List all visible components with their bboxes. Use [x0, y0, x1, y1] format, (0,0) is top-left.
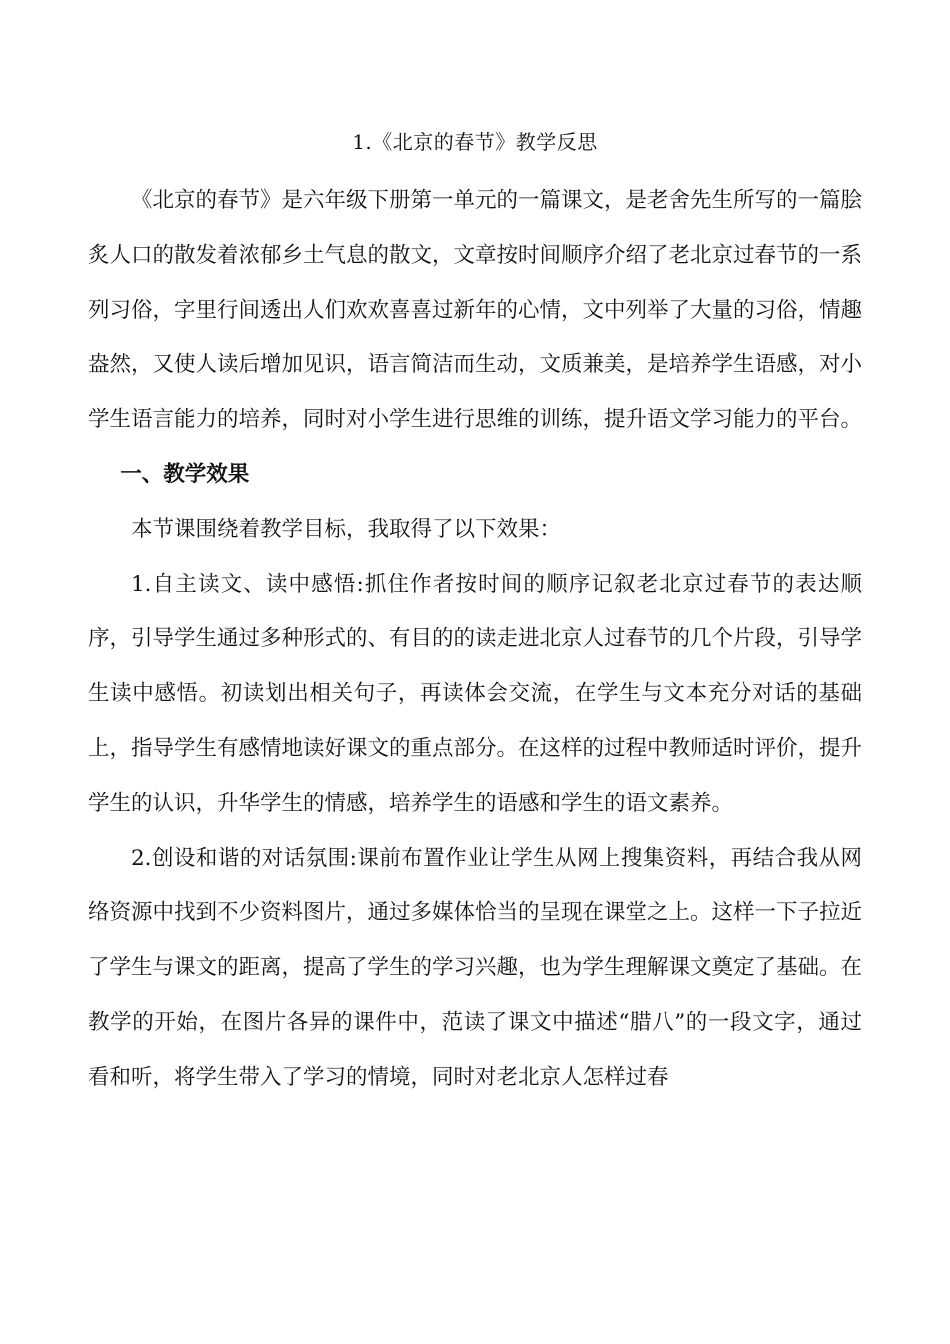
section-lead-paragraph: 本节课围绕着教学目标，我取得了以下效果： — [131, 516, 562, 542]
intro-paragraph: 《北京的春节》是六年级下册第一单元的一篇课文，是老舍先生所写的一篇脍炙人口的散发着浓郁乡土气息的散文，文章按时间顺序介绍了老北京过春节的一系列习俗，字里行间透出人们欢欢喜喜过新年的心情，文中列举了大量的习俗，情趣盎然，又使人读后增加见识，语言简洁而生动，文质兼美，是培养学生语感，对小学生语言能力的培养，同时对小学生进行思维的训练，提升语文学习能力的平台。 — [88, 188, 863, 433]
point-2-paragraph: 2.创设和谐的对话氛围:课前布置作业让学生从网上搜集资料，再结合我从网络资源中找到不少资料图片，通过多媒体恰当的呈现在课堂之上。这样一下子拉近了学生与课文的距离，提高了学生的学习兴趣，也为学生理解课文奠定了基础。在教学的开始，在图片各异的课件中，范读了课文中描述“腊八”的一段文字，通过看和听，将学生带入了学习的情境，同时对老北京人怎样过春 — [88, 845, 863, 1090]
point-1-paragraph: 1.自主读文、读中感悟:抓住作者按时间的顺序记叙老北京过春节的表达顺序，引导学生通过多种形式的、有目的的读走进北京人过春节的几个片段，引导学生读中感悟。初读划出相关句子，再读体会交流，在学生与文本充分对话的基础上，指导学生有感情地读好课文的重点部分。在这样的过程中教师适时评价，提升学生的认识，升华学生的情感，培养学生的语感和学生的语文素养。 — [88, 571, 863, 816]
page-title: 1.《北京的春节》教学反思 — [352, 130, 598, 154]
document-body — [88, 174, 862, 1106]
section-heading-teaching-effect: 一、教学效果 — [120, 461, 250, 487]
